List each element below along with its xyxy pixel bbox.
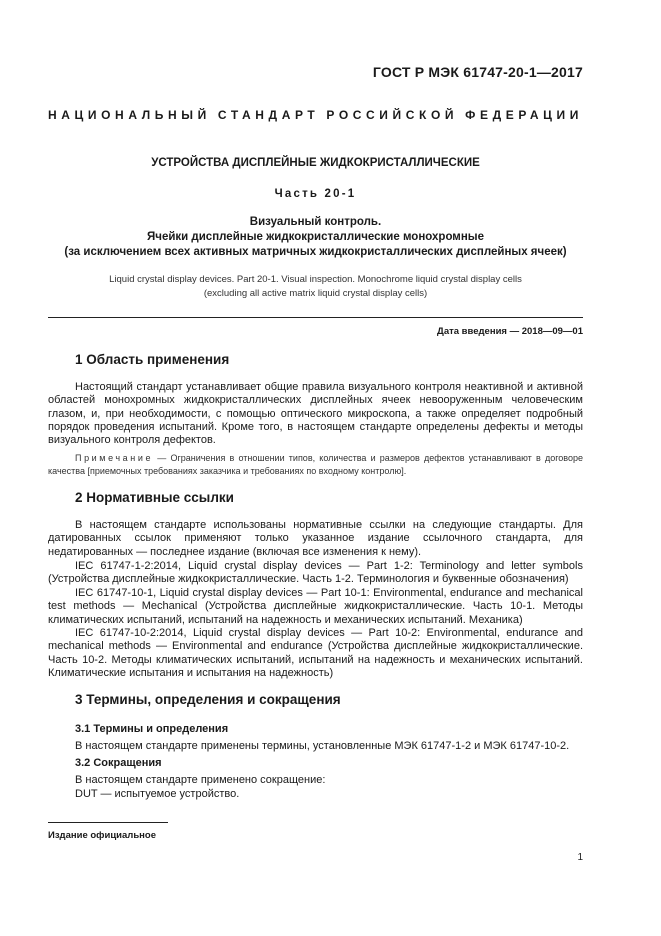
top-divider xyxy=(48,317,583,318)
official-edition-label: Издание официальное xyxy=(48,830,156,841)
document-title: УСТРОЙСТВА ДИСПЛЕЙНЫЕ ЖИДКОКРИСТАЛЛИЧЕСКИЕ xyxy=(151,157,480,169)
standard-code: ГОСТ Р МЭК 61747-20-1—2017 xyxy=(372,64,583,80)
footer-divider xyxy=(48,822,168,823)
section-1-note xyxy=(48,452,583,477)
subsection-3-2-text-1: В настоящем стандарте применено сокращение: xyxy=(75,774,326,786)
subsection-3-2-text-2: DUT — испытуемое устройство. xyxy=(75,788,240,800)
reference-iec-61747-1-2 xyxy=(48,560,583,587)
section-1-paragraph xyxy=(48,381,583,447)
document-subtitle xyxy=(48,215,583,260)
reference-iec-61747-10-1 xyxy=(48,587,583,627)
part-number: Часть 20-1 xyxy=(274,188,357,200)
english-title-line-1: Liquid crystal display devices. Part 20-1. Visual inspection. Monochrome liquid crystal display cells xyxy=(109,274,522,285)
page-number: 1 xyxy=(577,852,583,863)
english-title-line-2: (excluding all active matrix liquid crystal display cells) xyxy=(203,288,428,299)
section-2-paragraph-1 xyxy=(48,519,583,559)
banner-word-1: НАЦИОНАЛЬНЫЙ xyxy=(48,108,211,122)
subtitle-line-1: Визуальный контроль. xyxy=(249,216,382,228)
effective-date: Дата введения — 2018—09—01 xyxy=(437,326,583,337)
subsection-3-1-heading: 3.1 Термины и определения xyxy=(75,723,229,735)
subtitle-line-3: (за исключением всех активных матричных жидкокристаллических дисплейных ячеек) xyxy=(64,246,567,258)
section-1-text: Настоящий стандарт устанавливает общие правила визуального контроля неактивной и активной областей монохромных жидкокристаллических дисплейных ячеек невооруженным человеческим глазом, и, при необходимости, с помощью оптического микроскопа, а также определяет подробный порядок проведения испытаний. Кроме того, в настоящем стандарте определены дефекты и методы визуального контроля дефектов. xyxy=(48,381,583,447)
reference-text-3: IEC 61747-10-2:2014, Liquid crystal display devices — Part 10-2: Environmental, endurance and mechanical methods — Environmental and endurance (Устройства дисплейные жидкокристаллические. Часть 10-2. Методы климатических испытаний, испытаний на надежность и механических испытаний. Климатические испытания и испытания на надежность) xyxy=(48,627,583,679)
national-standard-banner xyxy=(48,108,583,122)
section-2-heading: 2 Нормативные ссылки xyxy=(75,490,234,505)
english-title xyxy=(48,273,583,301)
reference-text-1: IEC 61747-1-2:2014, Liquid crystal display devices — Part 1-2: Terminology and letter symbols (Устройства дисплейные жидкокристаллические. Часть 1-2. Терминология и буквенные обозначения) xyxy=(48,560,583,586)
reference-text-2: IEC 61747-10-1, Liquid crystal display devices — Part 10-1: Environmental, endurance and mechanical test methods — Mechanical (Устройства дисплейные жидкокристаллические. Часть 10-1. Методы климатических испытаний, испытаний на надежность и механических испытаний. Механика) xyxy=(48,587,583,626)
subtitle-line-2: Ячейки дисплейные жидкокристаллические монохромные xyxy=(147,231,484,243)
reference-iec-61747-10-2 xyxy=(48,627,583,680)
banner-word-2: СТАНДАРТ xyxy=(217,108,320,122)
note-label: Примечание xyxy=(75,453,154,463)
section-2-text-1: В настоящем стандарте использованы нормативные ссылки на следующие стандарты. Для датированных ссылок применяют только указанное издание ссылочного стандарта, для недатированных — последнее издание (включая все изменения к нему). xyxy=(48,519,583,558)
banner-word-4: ФЕДЕРАЦИИ xyxy=(465,108,583,122)
section-1-heading: 1 Область применения xyxy=(75,352,230,367)
banner-word-3: РОССИЙСКОЙ xyxy=(326,108,459,122)
section-3-heading: 3 Термины, определения и сокращения xyxy=(75,692,341,707)
subsection-3-1-text: В настоящем стандарте применены термины, установленные МЭК 61747-1-2 и МЭК 61747-10-2. xyxy=(75,740,570,752)
subsection-3-2-heading: 3.2 Сокращения xyxy=(75,757,162,769)
note-text: — Ограничения в отношении типов, количества и размеров дефектов устанавливают в договоре качества [приемочных требованиях заказчика и требованиях по входному контролю]. xyxy=(48,453,583,476)
